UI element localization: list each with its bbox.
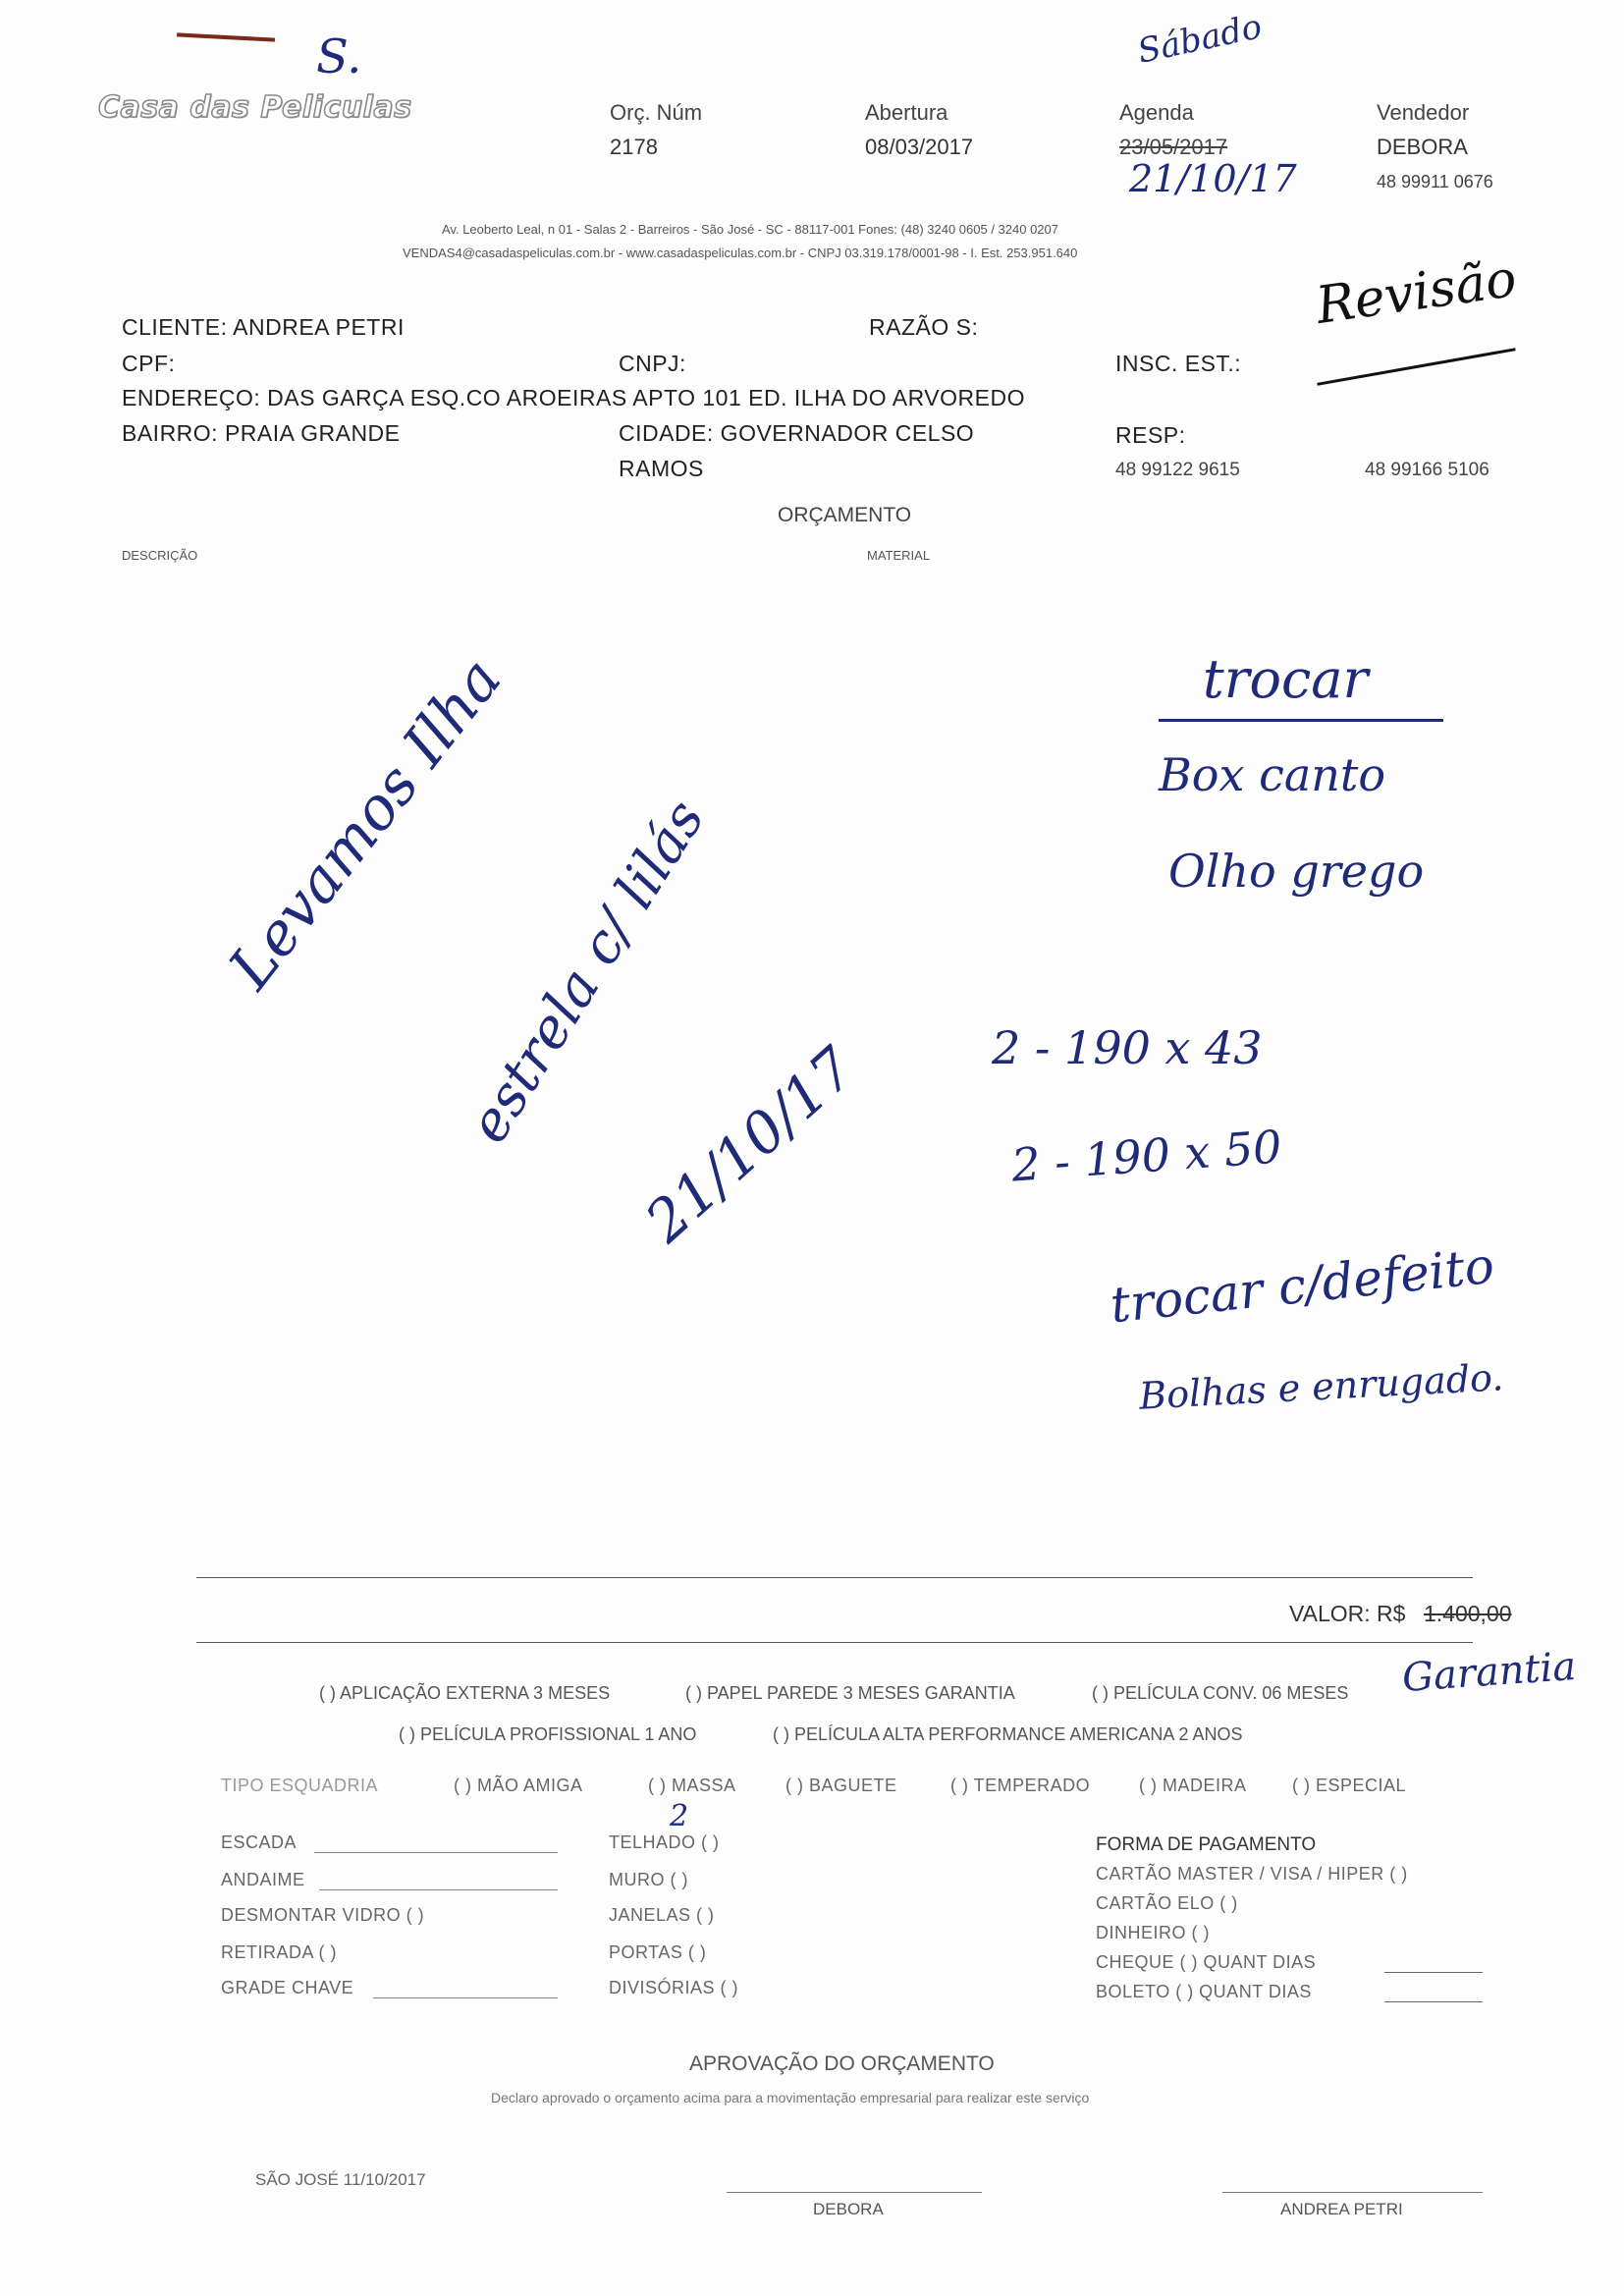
material-label: MATERIAL xyxy=(867,548,931,563)
razao-social-label: RAZÃO S: xyxy=(869,314,979,340)
handwritten-diagonal-1: Levamos Ilha xyxy=(215,645,515,1002)
handwritten-new-date: 21/10/17 xyxy=(1129,157,1297,200)
option-baguete[interactable]: ( ) BAGUETE xyxy=(785,1776,897,1795)
pagamento-dinheiro[interactable]: DINHEIRO ( ) xyxy=(1096,1923,1210,1942)
agenda-value: 23/05/2017 xyxy=(1119,135,1228,159)
tipo-esquadria-label: TIPO ESQUADRIA xyxy=(221,1776,379,1795)
handwritten-box-canto: Box canto xyxy=(1159,748,1386,801)
extra-desmontar-vidro[interactable]: DESMONTAR VIDRO ( ) xyxy=(221,1905,425,1925)
handwritten-trocar: trocar xyxy=(1203,648,1369,710)
cidade-field: CIDADE: GOVERNADOR CELSO xyxy=(619,420,975,446)
handwritten-revisao: Revisão xyxy=(1312,249,1521,336)
option-mao-amiga[interactable]: ( ) MÃO AMIGA xyxy=(454,1776,583,1795)
signature-line-debora xyxy=(727,2192,982,2193)
extra-divisorias[interactable]: DIVISÓRIAS ( ) xyxy=(609,1978,739,1997)
divider-line-2 xyxy=(196,1642,1473,1643)
company-address: Av. Leoberto Leal, n 01 - Salas 2 - Barreiros - São José - SC - 88117-001 Fones: (48) 3240 0605 / 3240 0207 xyxy=(442,222,1058,237)
cheque-line xyxy=(1384,1972,1483,1973)
orc-num-label: Orç. Núm xyxy=(610,100,703,125)
option-madeira[interactable]: ( ) MADEIRA xyxy=(1139,1776,1247,1795)
handwritten-trocar-defeito: trocar c/defeito xyxy=(1108,1236,1497,1335)
option-pelicula-profissional[interactable]: ( ) PELÍCULA PROFISSIONAL 1 ANO xyxy=(399,1724,697,1744)
divider-line-1 xyxy=(196,1577,1473,1578)
insc-est-label: INSC. EST.: xyxy=(1115,351,1242,376)
signature-line-andrea xyxy=(1222,2192,1483,2193)
andaime-line xyxy=(319,1889,558,1890)
extra-portas[interactable]: PORTAS ( ) xyxy=(609,1942,707,1962)
vendedor-value: DEBORA xyxy=(1377,135,1468,159)
handwritten-olho-grego: Olho grego xyxy=(1168,845,1425,898)
handwritten-diagonal-2: estrela c/ lilás xyxy=(456,789,718,1154)
cliente-field: CLIENTE: ANDREA PETRI xyxy=(122,314,405,340)
handwritten-underline xyxy=(1317,348,1515,386)
pagamento-cartao-elo[interactable]: CARTÃO ELO ( ) xyxy=(1096,1893,1238,1913)
option-pelicula-alta-performance[interactable]: ( ) PELÍCULA ALTA PERFORMANCE AMERICANA 2 ANOS xyxy=(773,1724,1243,1744)
extra-grade-chave[interactable]: GRADE CHAVE xyxy=(221,1978,354,1997)
resp-phone-1: 48 99122 9615 xyxy=(1115,460,1240,480)
boleto-line xyxy=(1384,2001,1483,2002)
signature-andrea: ANDREA PETRI xyxy=(1280,2200,1403,2218)
agenda-label: Agenda xyxy=(1119,100,1194,125)
cnpj-label: CNPJ: xyxy=(619,351,686,376)
valor-amount: 1.400,00 xyxy=(1424,1601,1512,1626)
extra-janelas[interactable]: JANELAS ( ) xyxy=(609,1905,715,1925)
extra-retirada[interactable]: RETIRADA ( ) xyxy=(221,1942,338,1962)
pagamento-boleto[interactable]: BOLETO ( ) QUANT DIAS xyxy=(1096,1982,1312,2001)
valor-label: VALOR: R$ xyxy=(1289,1601,1406,1626)
bairro-field: BAIRRO: PRAIA GRANDE xyxy=(122,420,401,446)
place-date: SÃO JOSÉ 11/10/2017 xyxy=(255,2170,426,2189)
extra-telhado[interactable]: TELHADO ( ) xyxy=(609,1832,720,1852)
option-papel-parede[interactable]: ( ) PAPEL PAREDE 3 MESES GARANTIA xyxy=(685,1683,1015,1703)
option-aplicacao-externa[interactable]: ( ) APLICAÇÃO EXTERNA 3 MESES xyxy=(319,1683,611,1703)
descricao-label: DESCRIÇÃO xyxy=(122,548,198,563)
handwritten-sabado: Sábado xyxy=(1134,7,1266,72)
option-pelicula-conv[interactable]: ( ) PELÍCULA CONV. 06 MESES xyxy=(1092,1683,1349,1703)
resp-label: RESP: xyxy=(1115,422,1186,448)
option-temperado[interactable]: ( ) TEMPERADO xyxy=(950,1776,1091,1795)
trocar-underline xyxy=(1159,719,1443,722)
forma-pagamento-title: FORMA DE PAGAMENTO xyxy=(1096,1834,1317,1855)
cpf-label: CPF: xyxy=(122,351,176,376)
pen-stroke xyxy=(177,32,275,41)
company-logo: Casa das Peliculas xyxy=(98,90,412,125)
handwritten-top-mark: S. xyxy=(316,29,362,84)
handwritten-garantia: Garantia xyxy=(1400,1643,1578,1702)
handwritten-measure-2: 2 - 190 x 50 xyxy=(1009,1120,1284,1192)
vendedor-label: Vendedor xyxy=(1377,100,1470,125)
endereco-field: ENDEREÇO: DAS GARÇA ESQ.CO AROEIRAS APTO 101 ED. ILHA DO ARVOREDO xyxy=(122,385,1025,410)
resp-phone-2: 48 99166 5106 xyxy=(1365,460,1489,480)
cidade-field-cont: RAMOS xyxy=(619,456,704,481)
handwritten-telhado-mark: 2 xyxy=(670,1799,689,1833)
extra-escada[interactable]: ESCADA xyxy=(221,1832,298,1852)
orc-num-value: 2178 xyxy=(610,135,658,159)
company-contact: VENDAS4@casadaspeliculas.com.br - www.casadaspeliculas.com.br - CNPJ 03.319.178/0001-98 - I. Est. 253.951.640 xyxy=(403,246,1078,260)
pagamento-cheque[interactable]: CHEQUE ( ) QUANT DIAS xyxy=(1096,1952,1317,1972)
pagamento-cartao-master[interactable]: CARTÃO MASTER / VISA / HIPER ( ) xyxy=(1096,1864,1408,1884)
handwritten-bolhas: Bolhas e enrugado. xyxy=(1138,1355,1505,1418)
option-especial[interactable]: ( ) ESPECIAL xyxy=(1292,1776,1407,1795)
aprovacao-title: APROVAÇÃO DO ORÇAMENTO xyxy=(689,2052,995,2075)
aprovacao-text: Declaro aprovado o orçamento acima para a movimentação empresarial para realizar este serviço xyxy=(491,2090,1090,2105)
abertura-value: 08/03/2017 xyxy=(865,135,974,159)
handwritten-measure-1: 2 - 190 x 43 xyxy=(992,1021,1263,1074)
vendedor-phone: 48 99911 0676 xyxy=(1377,172,1493,191)
option-massa[interactable]: ( ) MASSA xyxy=(648,1776,736,1795)
extra-muro[interactable]: MURO ( ) xyxy=(609,1870,688,1889)
signature-debora: DEBORA xyxy=(813,2200,884,2218)
grade-chave-line xyxy=(373,1997,558,1998)
orcamento-title: ORÇAMENTO xyxy=(778,504,912,526)
abertura-label: Abertura xyxy=(865,100,948,125)
escada-line xyxy=(314,1852,558,1853)
handwritten-diagonal-3: 21/10/17 xyxy=(632,1034,868,1255)
extra-andaime[interactable]: ANDAIME xyxy=(221,1870,305,1889)
